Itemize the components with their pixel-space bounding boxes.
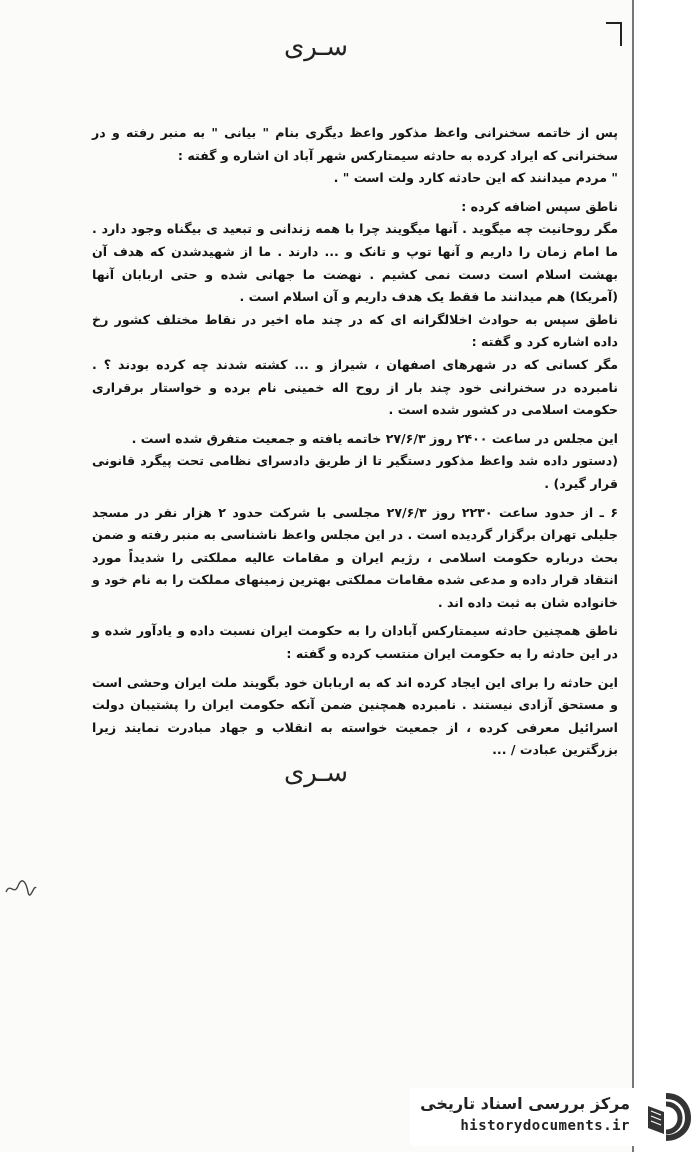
paragraph: ۶ ـ از حدود ساعت ۲۲۳۰ روز ۲۷/۶/۳ مجلسی با شرکت حدود ۲ هزار نفر در مسجد جلیلی تهران برگزار گردیده است . در این مجلس واعظ ناشناسی به منبر رفته و ضمن بحث درباره حکومت اسلامی ، رژیم ایران و مقامات عالیه مملکتی را شدیداً مورد انتقاد قرار داده و مدعی شده مقامات مملکتی بهترین زمینهای مملکت را به نام خود و خانواده شان به ثبت داده اند . [92,504,619,610]
paragraph: این حادثه را برای این ایجاد کرده اند که به اربابان خود بگویند ملت ایران وحشی است و مستحق آزادی نیستند . نامبرده همچنین ضمن آنکه حکومت ایران را پشتیبان دولت اسرائیل معرفی کرده ، از جمعیت خواسته به انقلاب و جهاد مبادرت نمایند زیرا بزرگترین عبادت / ... [92,674,618,758]
document-body [92,122,618,762]
watermark-title: مرکز بررسی اسناد تاریخی [420,1094,630,1113]
paragraph: (دستور داده شد واعظ مذکور دستگیر تا از طریق دادسرای نظامی تحت پیگرد قانونی قرار گیرد) . [92,453,618,491]
paragraph: مگر کسانی که در شهرهای اصفهان ، شیراز و ... کشته شدند چه کرده بودند ؟ . نامبرده در سخنرانی خود چند بار از روح اله خمینی نام برده و خواستار برقراری حکومت اسلامی در کشور شده است . [92,356,618,418]
handwritten-mark-icon [4,878,38,898]
paragraph: پس از خاتمه سخنرانی واعظ مذکور واعظ دیگری بنام " بیانی " به منبر رفته و در سخنرانی که ایراد کرده به حادثه سیمتارکس شهر آباد ان اشاره و گفته : [92,125,618,163]
paragraph: این مجلس در ساعت ۲۴۰۰ روز ۲۷/۶/۳ خاتمه یافته و جمعیت متفرق شده است . [131,430,618,446]
archive-center-logo-icon [640,1092,692,1142]
paragraph: " مردم میدانند که این حادثه کارد ولت است " . [333,170,618,186]
scan-margin [634,0,700,905]
watermark-url: historydocuments.ir [460,1118,630,1134]
paragraph: مگر روحانیت چه میگوید . آنها میگویند چرا با همه زندانی و تبعید ی بیگناه وجود دارد . ما امام زمان را داریم و آنها توپ و تانک و ... دارند . ما از شهیدشدن که هدف آن بهشت اسلام است دست نمی کشیم . نهضت ما جهانی شده و حتی اربابان آنها (آمریکا) هم میدانند ما فقط یک هدف داریم و آن اسلام است . [92,221,618,305]
watermark-logo [410,1088,696,1146]
paragraph: ناطق همچنین حادثه سیمتارکس آبادان را به حکومت ایران نسبت داده و یادآور شده و در این حادثه را به حکومت ایران منتسب کرده و گفته : [92,623,618,662]
classification-mark-bottom: سـری [283,758,349,788]
paragraph: ناطق سپس اضافه کرده : [461,198,618,214]
classification-mark-top: سـری [283,32,349,62]
paragraph: ناطق سپس به حوادث اخلالگرانه ای که در چند ماه اخیر در نقاط مختلف کشور رخ داده اشاره کرد و گفته : [92,311,618,350]
